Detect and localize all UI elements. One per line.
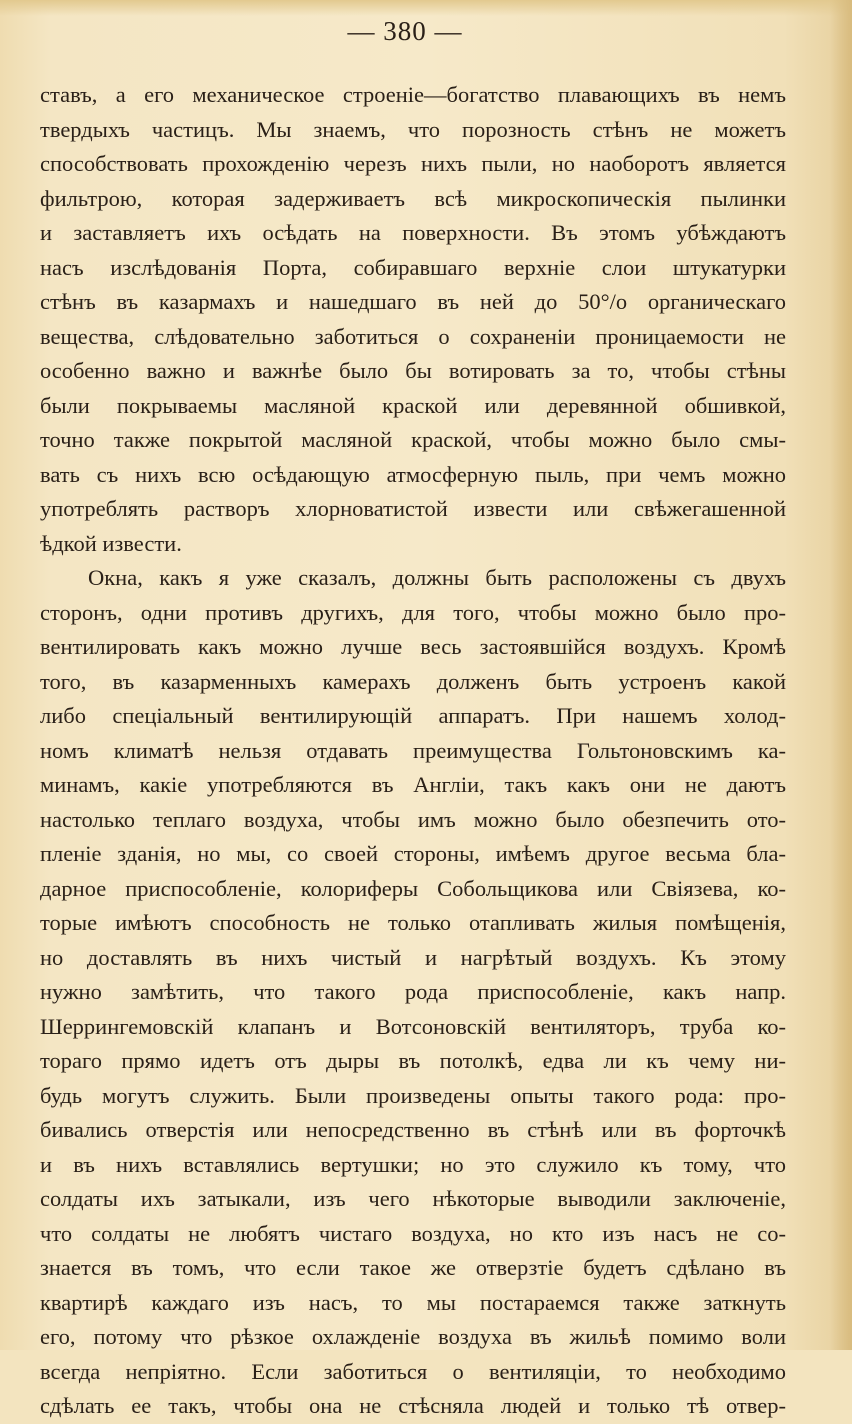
text-line: минамъ, какіе употребляются въ Англіи, такъ какъ они не даютъ xyxy=(40,772,786,797)
text-line: но доставлять въ нихъ чистый и нагрѣтый воздухъ. Къ этому xyxy=(40,944,786,970)
text-line: квартирѣ каждаго изъ насъ, то мы постараемся также заткнуть xyxy=(40,1289,786,1315)
text-line: тораго прямо идетъ отъ дыры въ потолкѣ, едва ли къ чему ни- xyxy=(40,1048,786,1073)
page-top-shadow xyxy=(0,0,852,16)
text-line: Шеррингемовскій клапанъ и Вотсоновскій вентиляторъ, труба ко- xyxy=(40,1013,786,1039)
text-line: способствовать прохожденію черезъ нихъ пыли, но наоборотъ является xyxy=(40,151,786,176)
text-line: Окна, какъ я уже сказалъ, должны быть расположены съ двухъ xyxy=(88,565,786,590)
text-line: нужно замѣтить, что такого рода приспособленіе, какъ напр. xyxy=(40,979,786,1004)
text-line: пленіе зданія, но мы, со своей стороны, имѣемъ другое весьма бла- xyxy=(40,841,786,866)
text-line: были покрываемы масляной краской или деревянной обшивкой, xyxy=(40,392,786,418)
text-line: либо спеціальный вентилирующій аппаратъ. При нашемъ холод- xyxy=(40,703,786,728)
text-line: точно также покрытой масляной краской, чтобы можно было смы- xyxy=(40,427,786,452)
text-line: сторонъ, одни противъ другихъ, для того, чтобы можно было про- xyxy=(40,599,786,625)
text-line: будь могутъ служить. Были произведены опыты такого рода: про- xyxy=(40,1082,786,1108)
text-line: что солдаты не любятъ чистаго воздуха, но кто изъ насъ не со- xyxy=(40,1220,786,1246)
body-text xyxy=(40,78,786,1424)
text-line: дарное приспособленіе, колориферы Собольщикова или Свіязева, ко- xyxy=(40,875,786,901)
text-line: солдаты ихъ затыкали, изъ чего нѣкоторые выводили заключеніе, xyxy=(40,1186,786,1211)
page-edge-shadow xyxy=(830,0,852,1350)
text-line: настолько теплаго воздуха, чтобы имъ можно было обезпечить ото- xyxy=(40,806,786,832)
text-line: насъ изслѣдованія Порта, собиравшаго верхніе слои штукатурки xyxy=(40,254,786,280)
text-line: употреблять растворъ хлорноватистой извести или свѣжегашенной xyxy=(40,496,786,521)
text-line: ѣдкой извести. xyxy=(40,530,182,556)
text-line: номъ климатѣ нельзя отдавать преимущества Гольтоновскимъ ка- xyxy=(40,737,786,763)
text-line: его, потому что рѣзкое охлажденіе воздуха въ жильѣ помимо воли xyxy=(40,1324,786,1349)
text-line: вещества, слѣдовательно заботиться о сохраненіи проницаемости не xyxy=(40,323,786,349)
text-line: особенно важно и важнѣе было бы вотировать за то, чтобы стѣны xyxy=(40,358,786,383)
page-number: — 380 — xyxy=(347,16,463,46)
text-line: вентилировать какъ можно лучше весь застоявшійся воздухъ. Кромѣ xyxy=(40,634,786,659)
text-line: вать съ нихъ всю осѣдающую атмосферную пыль, при чемъ можно xyxy=(40,461,786,487)
text-line: ставъ, а его механическое строеніе—богатство плавающихъ въ немъ xyxy=(40,82,786,107)
text-line: знается въ томъ, что если такое же отверзтіе будетъ сдѣлано въ xyxy=(40,1255,786,1280)
text-line: бивались отверстія или непосредственно въ стѣнѣ или въ форточкѣ xyxy=(40,1117,786,1142)
text-line: и заставляетъ ихъ осѣдать на поверхности. Въ этомъ убѣждаютъ xyxy=(40,220,786,245)
text-line: сдѣлать ее такъ, чтобы она не стѣсняла людей и только тѣ отвер- xyxy=(40,1393,786,1418)
text-line: и въ нихъ вставлялись вертушки; но это служило къ тому, что xyxy=(40,1151,786,1177)
text-line: фильтрою, которая задерживаетъ всѣ микроскопическія пылинки xyxy=(40,185,786,211)
text-line: торые имѣютъ способность не только отапливать жилыя помѣщенія, xyxy=(40,910,786,935)
text-line: всегда непріятно. Если заботиться о вентиляціи, то необходимо xyxy=(40,1358,786,1384)
text-line: того, въ казарменныхъ камерахъ долженъ быть устроенъ какой xyxy=(40,668,786,694)
text-line: стѣнъ въ казармахъ и нашедшаго въ ней до 50°/о органическаго xyxy=(40,289,786,314)
text-line: твердыхъ частицъ. Мы знаемъ, что порозность стѣнъ не можетъ xyxy=(40,116,786,142)
